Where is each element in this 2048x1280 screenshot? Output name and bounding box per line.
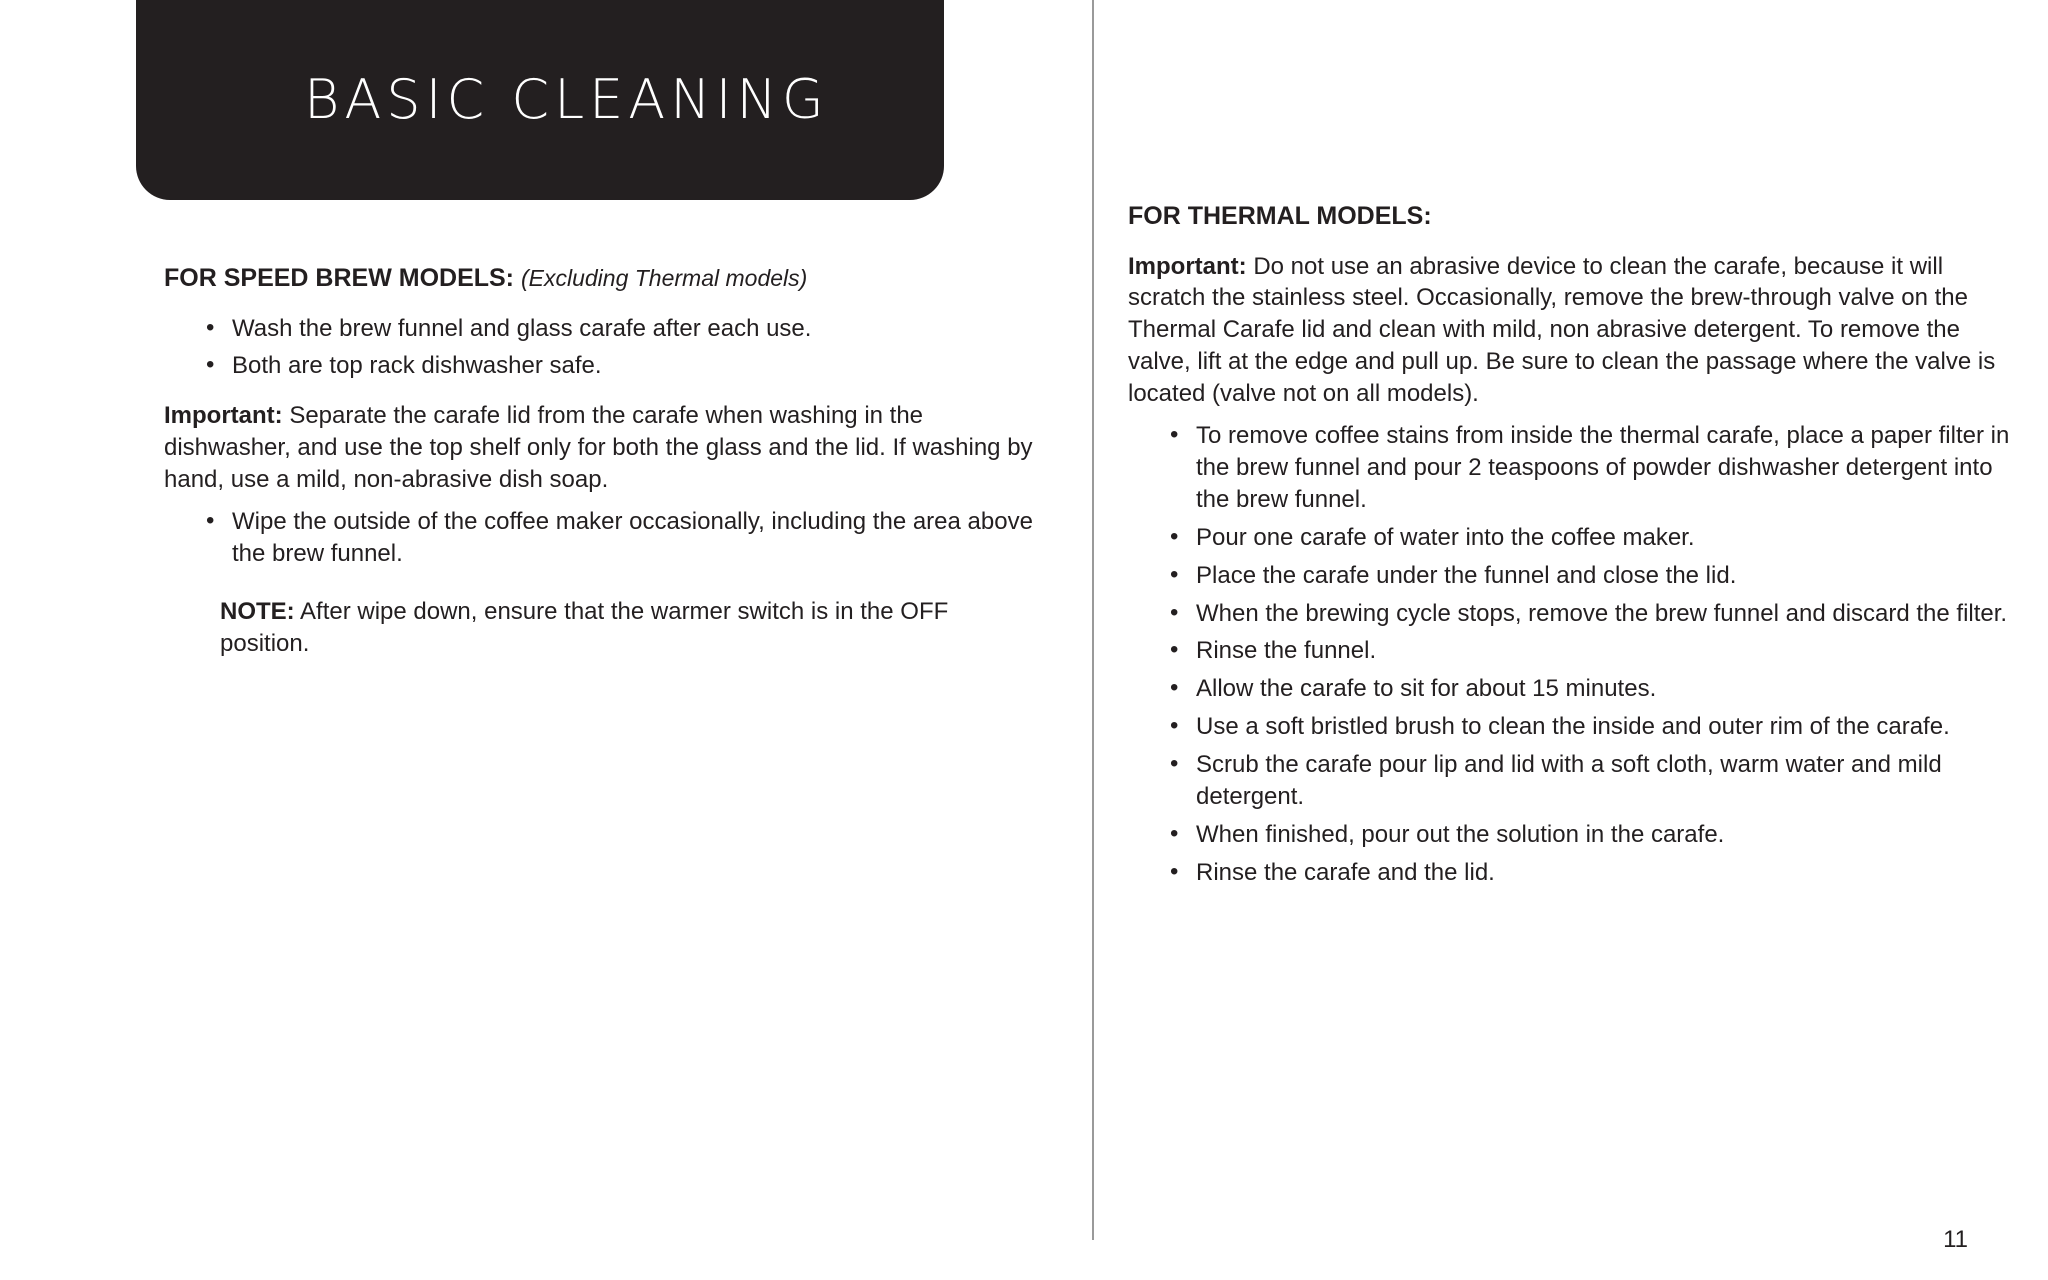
left-section-heading (164, 262, 1036, 295)
right-bullet-list (1128, 420, 2016, 889)
note-text: After wipe down, ensure that the warmer switch is in the OFF position. (220, 597, 949, 657)
list-item: • Allow the carafe to sit for about 15 minutes. (1166, 673, 2016, 705)
list-item: • Use a soft bristled brush to clean the inside and outer rim of the carafe. (1166, 711, 2016, 743)
list-item: • Wipe the outside of the coffee maker occasionally, including the area above the brew funnel. (202, 506, 1036, 570)
page-title: BASIC CLEANING (304, 68, 829, 131)
left-heading-sub: (Excluding Thermal models) (520, 265, 808, 291)
right-column (1128, 200, 2016, 907)
left-heading-main: FOR SPEED BREW MODELS: (164, 264, 515, 292)
list-item: • Pour one carafe of water into the coffee maker. (1166, 522, 2016, 554)
list-item: • When finished, pour out the solution in the carafe. (1166, 819, 2016, 851)
section-banner (136, 0, 944, 200)
list-item: • Rinse the carafe and the lid. (1166, 857, 2016, 889)
left-note-block (164, 596, 1036, 660)
right-section-heading (1128, 200, 2016, 233)
list-item: • When the brewing cycle stops, remove the brew funnel and discard the filter. (1166, 598, 2016, 630)
column-divider (1092, 0, 1094, 1240)
right-heading-main: FOR THERMAL MODELS: (1128, 202, 1432, 230)
important-text: Separate the carafe lid from the carafe when washing in the dishwasher, and use the top shelf only for both the glass and the lid. If washing by hand, use a mild, non-abrasive dish soap. (164, 402, 1033, 494)
right-important-paragraph (1128, 251, 2016, 411)
left-bullet-list-mid (164, 506, 1036, 570)
important-text: Do not use an abrasive device to clean the carafe, because it will scratch the stainless steel. Occasionally, remove the brew-through valve on the Thermal Carafe lid and clean with mild, non abrasive detergent. To remove the valve, lift at the edge and pull up. Be sure to clean the passage where the valve is located (valve not on all models). (1128, 252, 1996, 408)
left-important-paragraph (164, 400, 1036, 496)
list-item: • Both are top rack dishwasher safe. (202, 350, 1036, 382)
list-item: • Place the carafe under the funnel and close the lid. (1166, 560, 2016, 592)
list-item: • Wash the brew funnel and glass carafe after each use. (202, 313, 1036, 345)
important-label: Important: (164, 402, 283, 430)
list-item: • Scrub the carafe pour lip and lid with a soft cloth, warm water and mild detergent. (1166, 749, 2016, 813)
left-column (164, 262, 1036, 660)
left-bullet-list-top (164, 313, 1036, 383)
list-item: • Rinse the funnel. (1166, 635, 2016, 667)
note-label: NOTE: (220, 597, 295, 625)
important-label: Important: (1128, 252, 1247, 280)
list-item: • To remove coffee stains from inside the thermal carafe, place a paper filter in the brew funnel and pour 2 teaspoons of powder dishwasher detergent into the brew funnel. (1166, 420, 2016, 516)
page-number: 11 (1943, 1226, 1968, 1253)
